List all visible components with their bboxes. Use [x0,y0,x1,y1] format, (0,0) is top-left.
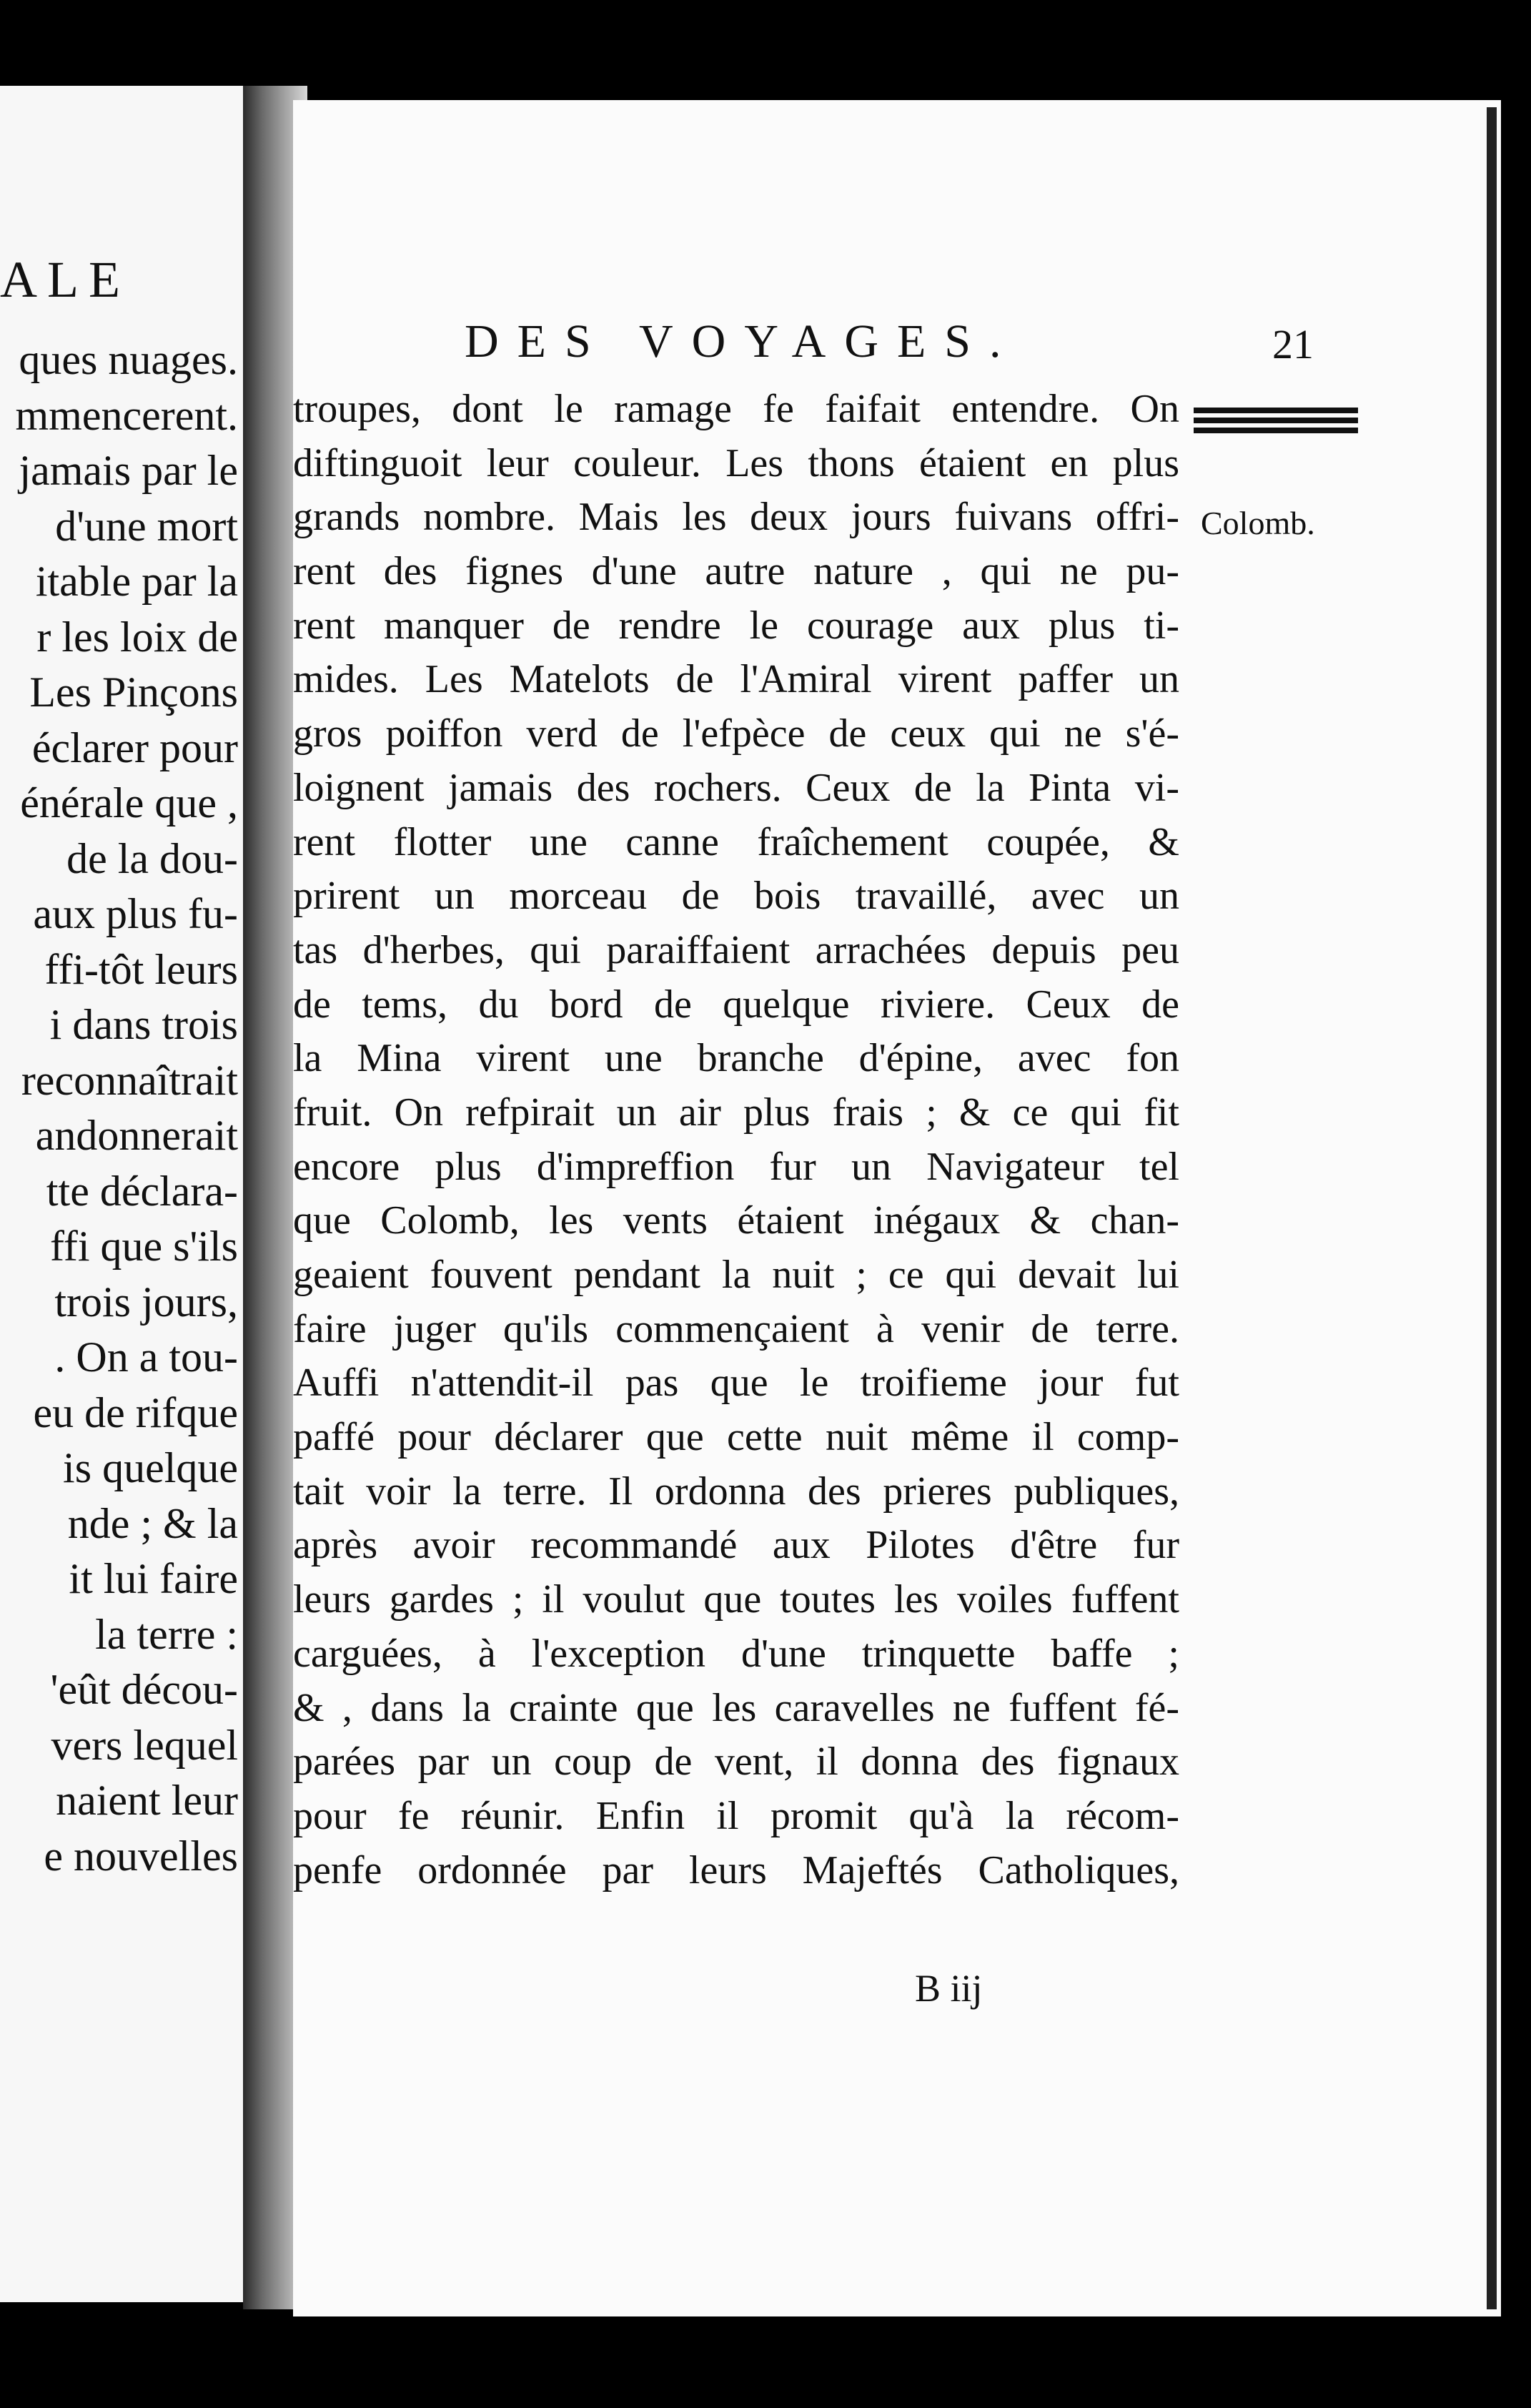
text-line: tait voir la terre. Il ordonna des prieres publiques, [293,1469,1179,1514]
text-line: parées par un coup de vent, il donna des fignaux [293,1740,1179,1785]
text-line: loignent jamais des rochers. Ceux de la Pinta vi- [293,765,1179,810]
text-line: fruit. On refpirait un air plus frais ; & ce qui fit [293,1090,1179,1135]
margin-rule [1194,408,1358,439]
text-line: rent manquer de rendre le courage aux plus ti- [293,603,1179,648]
page-edge [1487,107,1497,2309]
text-line: gros poiffon verd de l'efpèce de ceux qui ne s'é- [293,711,1179,756]
book-page [293,100,1501,2316]
text-line: prirent un morceau de bois travaillé, avec un [293,874,1179,919]
text-line: de tems, du bord de quelque riviere. Ceux de [293,982,1179,1027]
text-line: grands nombre. Mais les deux jours fuivans offri- [293,495,1179,540]
facing-page-line: ffi que s'ils [49,1223,238,1270]
text-line: diftinguoit leur couleur. Les thons étaient en plus [293,440,1179,485]
text-line: paffé pour déclarer que cette nuit même il comp- [293,1415,1179,1460]
text-line: pour fe réunir. Enfin il promit qu'à la récom- [293,1793,1179,1838]
facing-page-line: vers lequel [51,1721,238,1769]
running-title: DES VOYAGES. [465,315,1020,367]
facing-page-text [15,332,238,1884]
facing-page-line: de la dou- [66,834,238,882]
facing-page-line: ques nuages. [19,336,238,383]
text-line: leurs gardes ; il voulut que toutes les voiles fuffent [293,1577,1179,1622]
facing-page-line: is quelque [63,1444,238,1491]
text-line: tas d'herbes, qui paraiffaient arrachées depuis peu [293,927,1179,972]
facing-page-line: eu de rifque [33,1388,238,1436]
text-line: mides. Les Matelots de l'Amiral virent paffer un [293,657,1179,702]
text-line: & , dans la crainte que les caravelles ne fuffent fé- [293,1685,1179,1730]
facing-page-line: trois jours, [54,1278,238,1326]
facing-page-line: reconnaîtrait [21,1056,238,1104]
facing-page-header: ALE [0,251,130,308]
facing-page-line: Les Pinçons [29,668,238,716]
signature-mark: B iij [915,1967,983,2010]
text-line: encore plus d'impreffion fur un Navigateur tel [293,1144,1179,1189]
text-line: faire juger qu'ils commençaient à venir de terre. [293,1306,1179,1351]
facing-page-line: 'eût décou- [50,1666,238,1713]
text-line: geaient fouvent pendant la nuit ; ce qui devait lui [293,1253,1179,1297]
facing-page [0,86,247,2302]
text-line: carguées, à l'exception d'une trinquette baffe ; [293,1631,1179,1676]
facing-page-line: éclarer pour [31,724,238,771]
facing-page-line: tte déclara- [46,1167,238,1215]
facing-page-line: it lui faire [69,1555,238,1602]
text-line: troupes, dont le ramage fe faifait entendre. On [293,387,1179,431]
facing-page-line: mmencerent. [15,391,238,439]
text-line: rent des fignes d'une autre nature , qui ne pu- [293,549,1179,594]
text-line: après avoir recommandé aux Pilotes d'être fur [293,1523,1179,1568]
facing-page-line: i dans trois [49,1001,238,1048]
facing-page-line: . On a tou- [54,1333,238,1381]
facing-page-line: jamais par le [19,447,238,494]
text-line: Auffi n'attendit-il pas que le troifieme jour fut [293,1361,1179,1406]
facing-page-line: ffi-tôt leurs [44,945,238,993]
facing-page-line: d'une mort [55,502,238,550]
facing-page-line: énérale que , [20,779,238,826]
facing-page-line: nde ; & la [67,1499,238,1547]
body-text [293,383,1179,1898]
margin-note: Colomb. [1201,505,1315,541]
facing-page-line: r les loix de [36,613,238,661]
page-number: 21 [1272,321,1314,367]
text-line: la Mina virent une branche d'épine, avec fon [293,1036,1179,1081]
facing-page-line: e nouvelles [44,1832,238,1880]
facing-page-line: itable par la [35,558,238,605]
text-line: penfe ordonnée par leurs Majeftés Catholiques, [293,1847,1179,1893]
facing-page-line: andonnerait [35,1112,238,1159]
running-head [465,315,1494,379]
text-line: rent flotter une canne fraîchement coupée, & [293,819,1179,864]
facing-page-line: naient leur [56,1777,238,1824]
facing-page-line: la terre : [95,1610,238,1658]
text-line: que Colomb, les vents étaient inégaux & chan- [293,1198,1179,1243]
facing-page-line: aux plus fu- [33,890,238,937]
